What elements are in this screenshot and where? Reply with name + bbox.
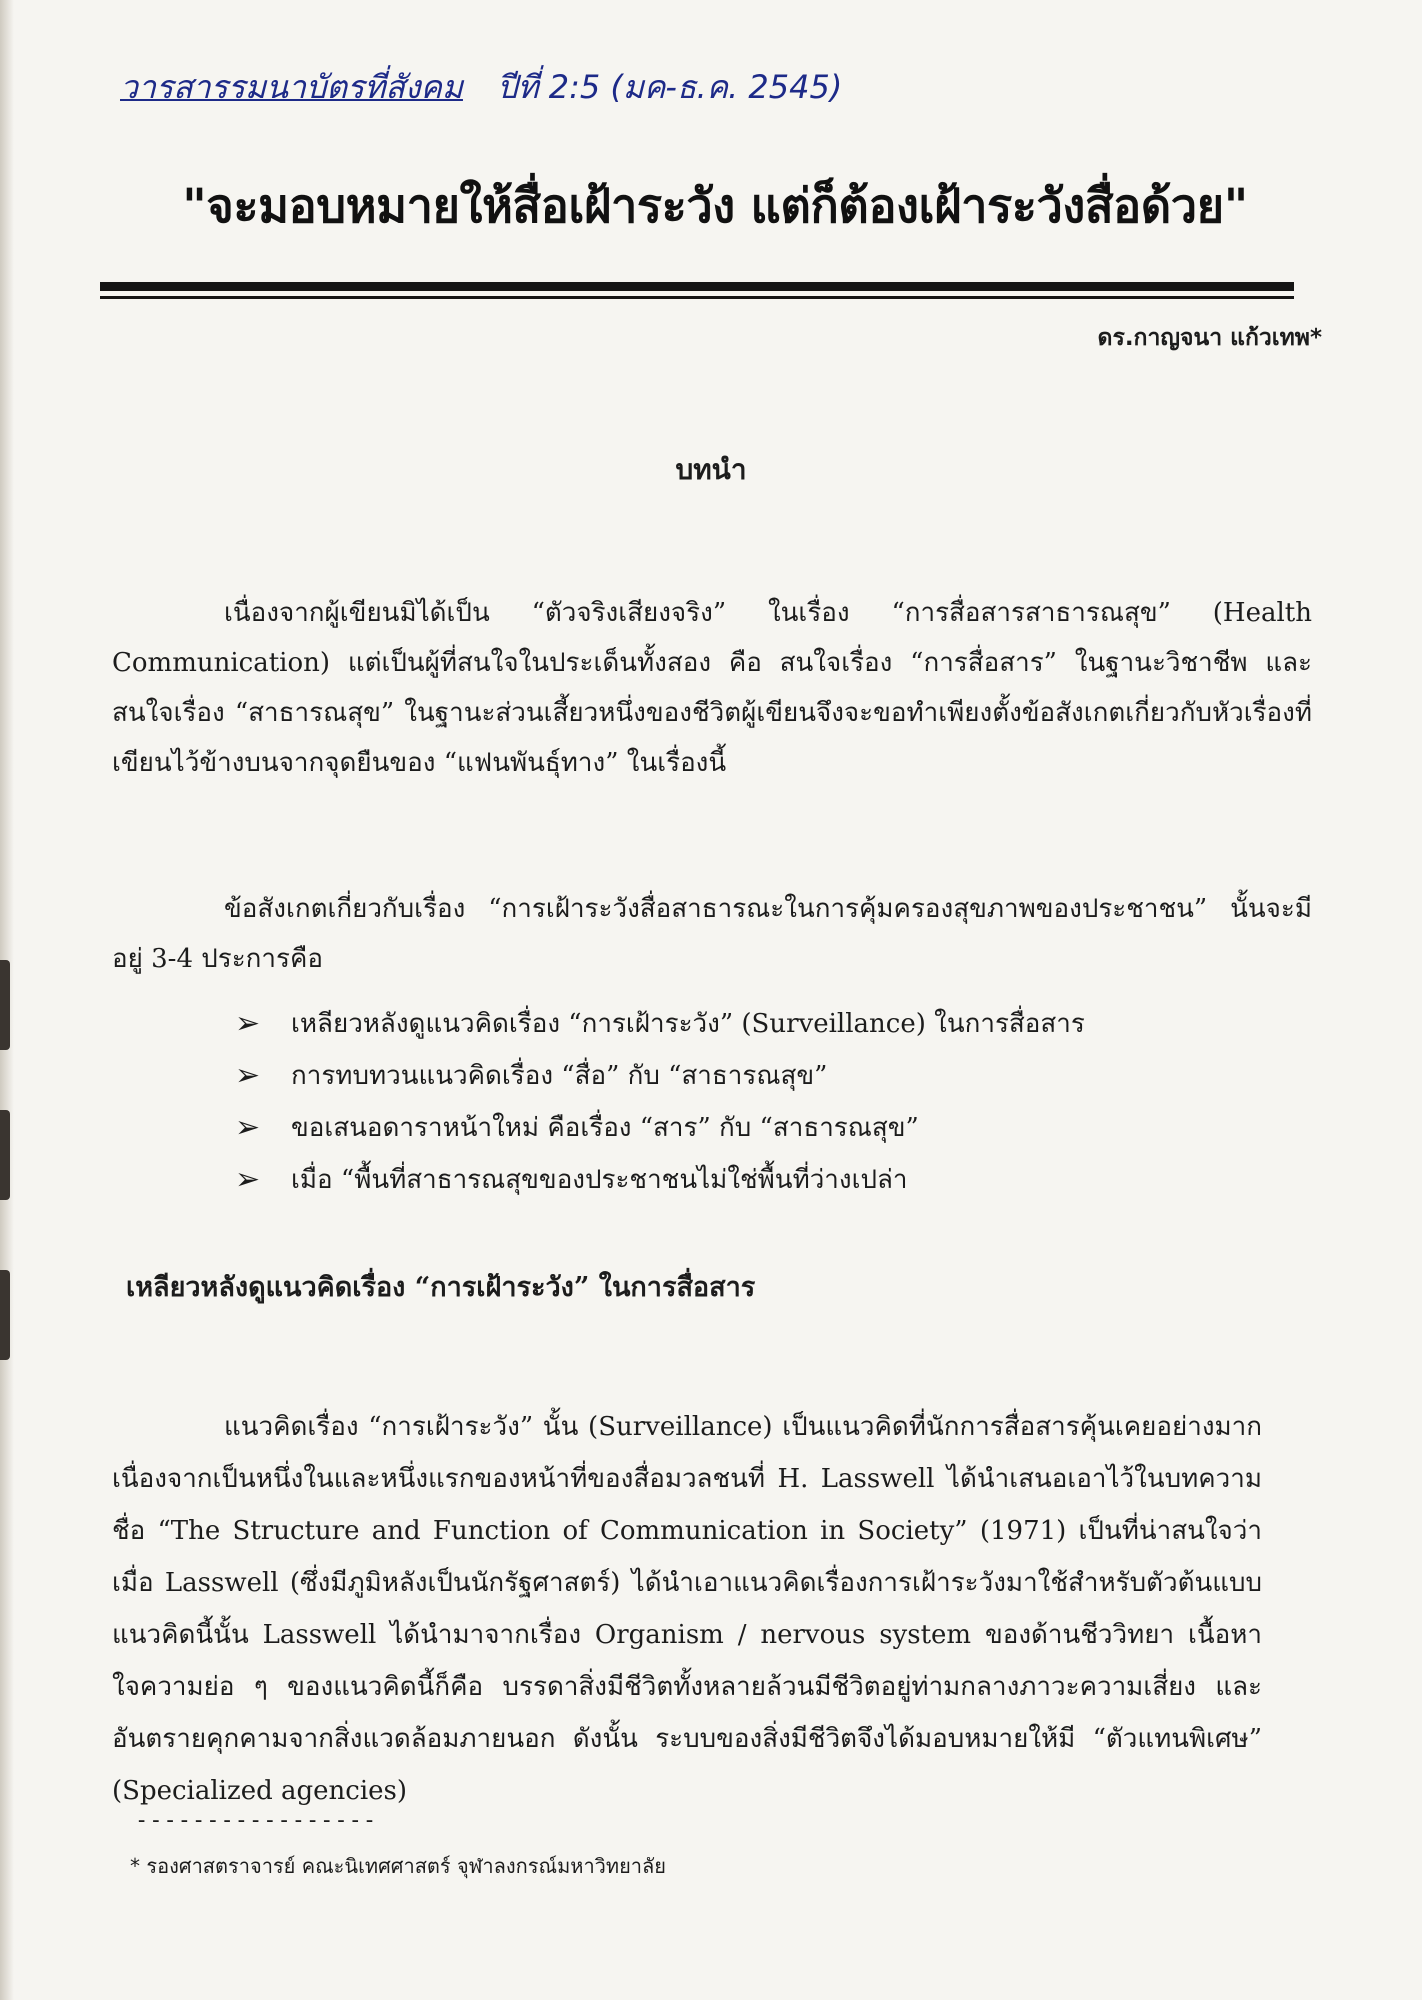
handwritten-source: วารสารรมนาบัตรที่สังคม [120,68,463,106]
binding-mark [0,1270,10,1360]
list-item-text: เมื่อ “พื้นที่สาธารณสุขของประชาชนไม่ใช่พื้นที่ว่างเปล่า [291,1165,908,1195]
footnote-separator: ----------------- [135,1808,378,1833]
arrow-bullet-icon: ➢ [235,1162,261,1197]
list-item-text: เหลียวหลังดูแนวคิดเรื่อง “การเฝ้าระวัง” (Surveillance) ในการสื่อสาร [291,1009,1085,1039]
section-subheading: เหลียวหลังดูแนวคิดเรื่อง “การเฝ้าระวัง” ในการสื่อสาร [126,1272,756,1303]
paragraph-surveillance: แนวคิดเรื่อง “การเฝ้าระวัง” นั้น (Surveillance) เป็นแนวคิดที่นักการสื่อสารคุ้นเคยอย่างมาก เนื่องจากเป็นหนึ่งในและหนึ่งแรกของหน้าที่ของสื่อมวลชนที่ H. Lasswell ได้นำเสนอเอาไว้ในบทความชื่อ “The Structure and Function of Communication in Society” (1971) เป็นที่น่าสนใจว่าเมื่อ Lasswell (ซึ่งมีภูมิหลังเป็นนักรัฐศาสตร์) ได้นำเอาแนวคิดเรื่องการเฝ้าระวังมาใช้สำหรับตัวต้นแบบแนวคิดนี้นั้น Lasswell ได้นำมาจากเรื่อง Organism / nervous system ของด้านชีววิทยา เนื้อหาใจความย่อ ๆ ของแนวคิดนี้ก็คือ บรรดาสิ่งมีชีวิตทั้งหลายล้วนมีชีวิตอยู่ท่ามกลางภาวะความเสี่ยง และอันตรายคุกคามจากสิ่งแวดล้อมภายนอก ดังนั้น ระบบของสิ่งมีชีวิตจึงได้มอบหมายให้มี “ตัวแทนพิเศษ” (Specialized agencies) [112,1412,1262,1806]
author-name: ดร.กาญจนา แก้วเทพ* [1097,325,1322,351]
intro-heading: บทนำ [675,453,747,486]
observation-list [235,998,1235,1206]
list-item [235,1102,1235,1154]
title-rule-thick [100,282,1294,291]
paragraph-observations: ข้อสังเกตเกี่ยวกับเรื่อง “การเฝ้าระวังสื่อสาธารณะในการคุ้มครองสุขภาพของประชาชน” นั้นจะมีอยู่ 3-4 ประการคือ [112,894,1312,974]
handwritten-annotation [120,62,1240,113]
handwritten-reference: ปีที่ 2:5 (มค-ธ.ค. 2545) [497,68,843,106]
arrow-bullet-icon: ➢ [235,1110,261,1145]
arrow-bullet-icon: ➢ [235,1058,261,1093]
arrow-bullet-icon: ➢ [235,1006,261,1041]
list-item-text: ขอเสนอดาราหน้าใหม่ คือเรื่อง “สาร” กับ “สาธารณสุข” [291,1113,919,1143]
list-item [235,1050,1235,1102]
article-title: "จะมอบหมายให้สื่อเฝ้าระวัง แต่ก็ต้องเฝ้าระวังสื่อด้วย" [182,179,1248,234]
paragraph-intro: เนื่องจากผู้เขียนมิได้เป็น “ตัวจริงเสียงจริง” ในเรื่อง “การสื่อสารสาธารณสุข” (Health Communication) แต่เป็นผู้ที่สนใจในประเด็นทั้งสอง คือ สนใจเรื่อง “การสื่อสาร” ในฐานะวิชาชีพ และสนใจเรื่อง “สาธารณสุข” ในฐานะส่วนเสี้ยวหนึ่งของชีวิตผู้เขียนจึงจะขอทำเพียงตั้งข้อสังเกตเกี่ยวกับหัวเรื่องที่เขียนไว้ข้างบนจากจุดยืนของ “แฟนพันธุ์ทาง” ในเรื่องนี้ [112,598,1312,778]
list-item [235,1154,1235,1206]
list-item [235,998,1235,1050]
title-rule-thin [100,296,1294,299]
binding-mark [0,1110,10,1200]
binding-mark [0,960,10,1050]
footnote: * รองศาสตราจารย์ คณะนิเทศศาสตร์ จุฬาลงกรณ์มหาวิทยาลัย [130,1854,667,1878]
list-item-text: การทบทวนแนวคิดเรื่อง “สื่อ” กับ “สาธารณสุข” [291,1061,828,1091]
